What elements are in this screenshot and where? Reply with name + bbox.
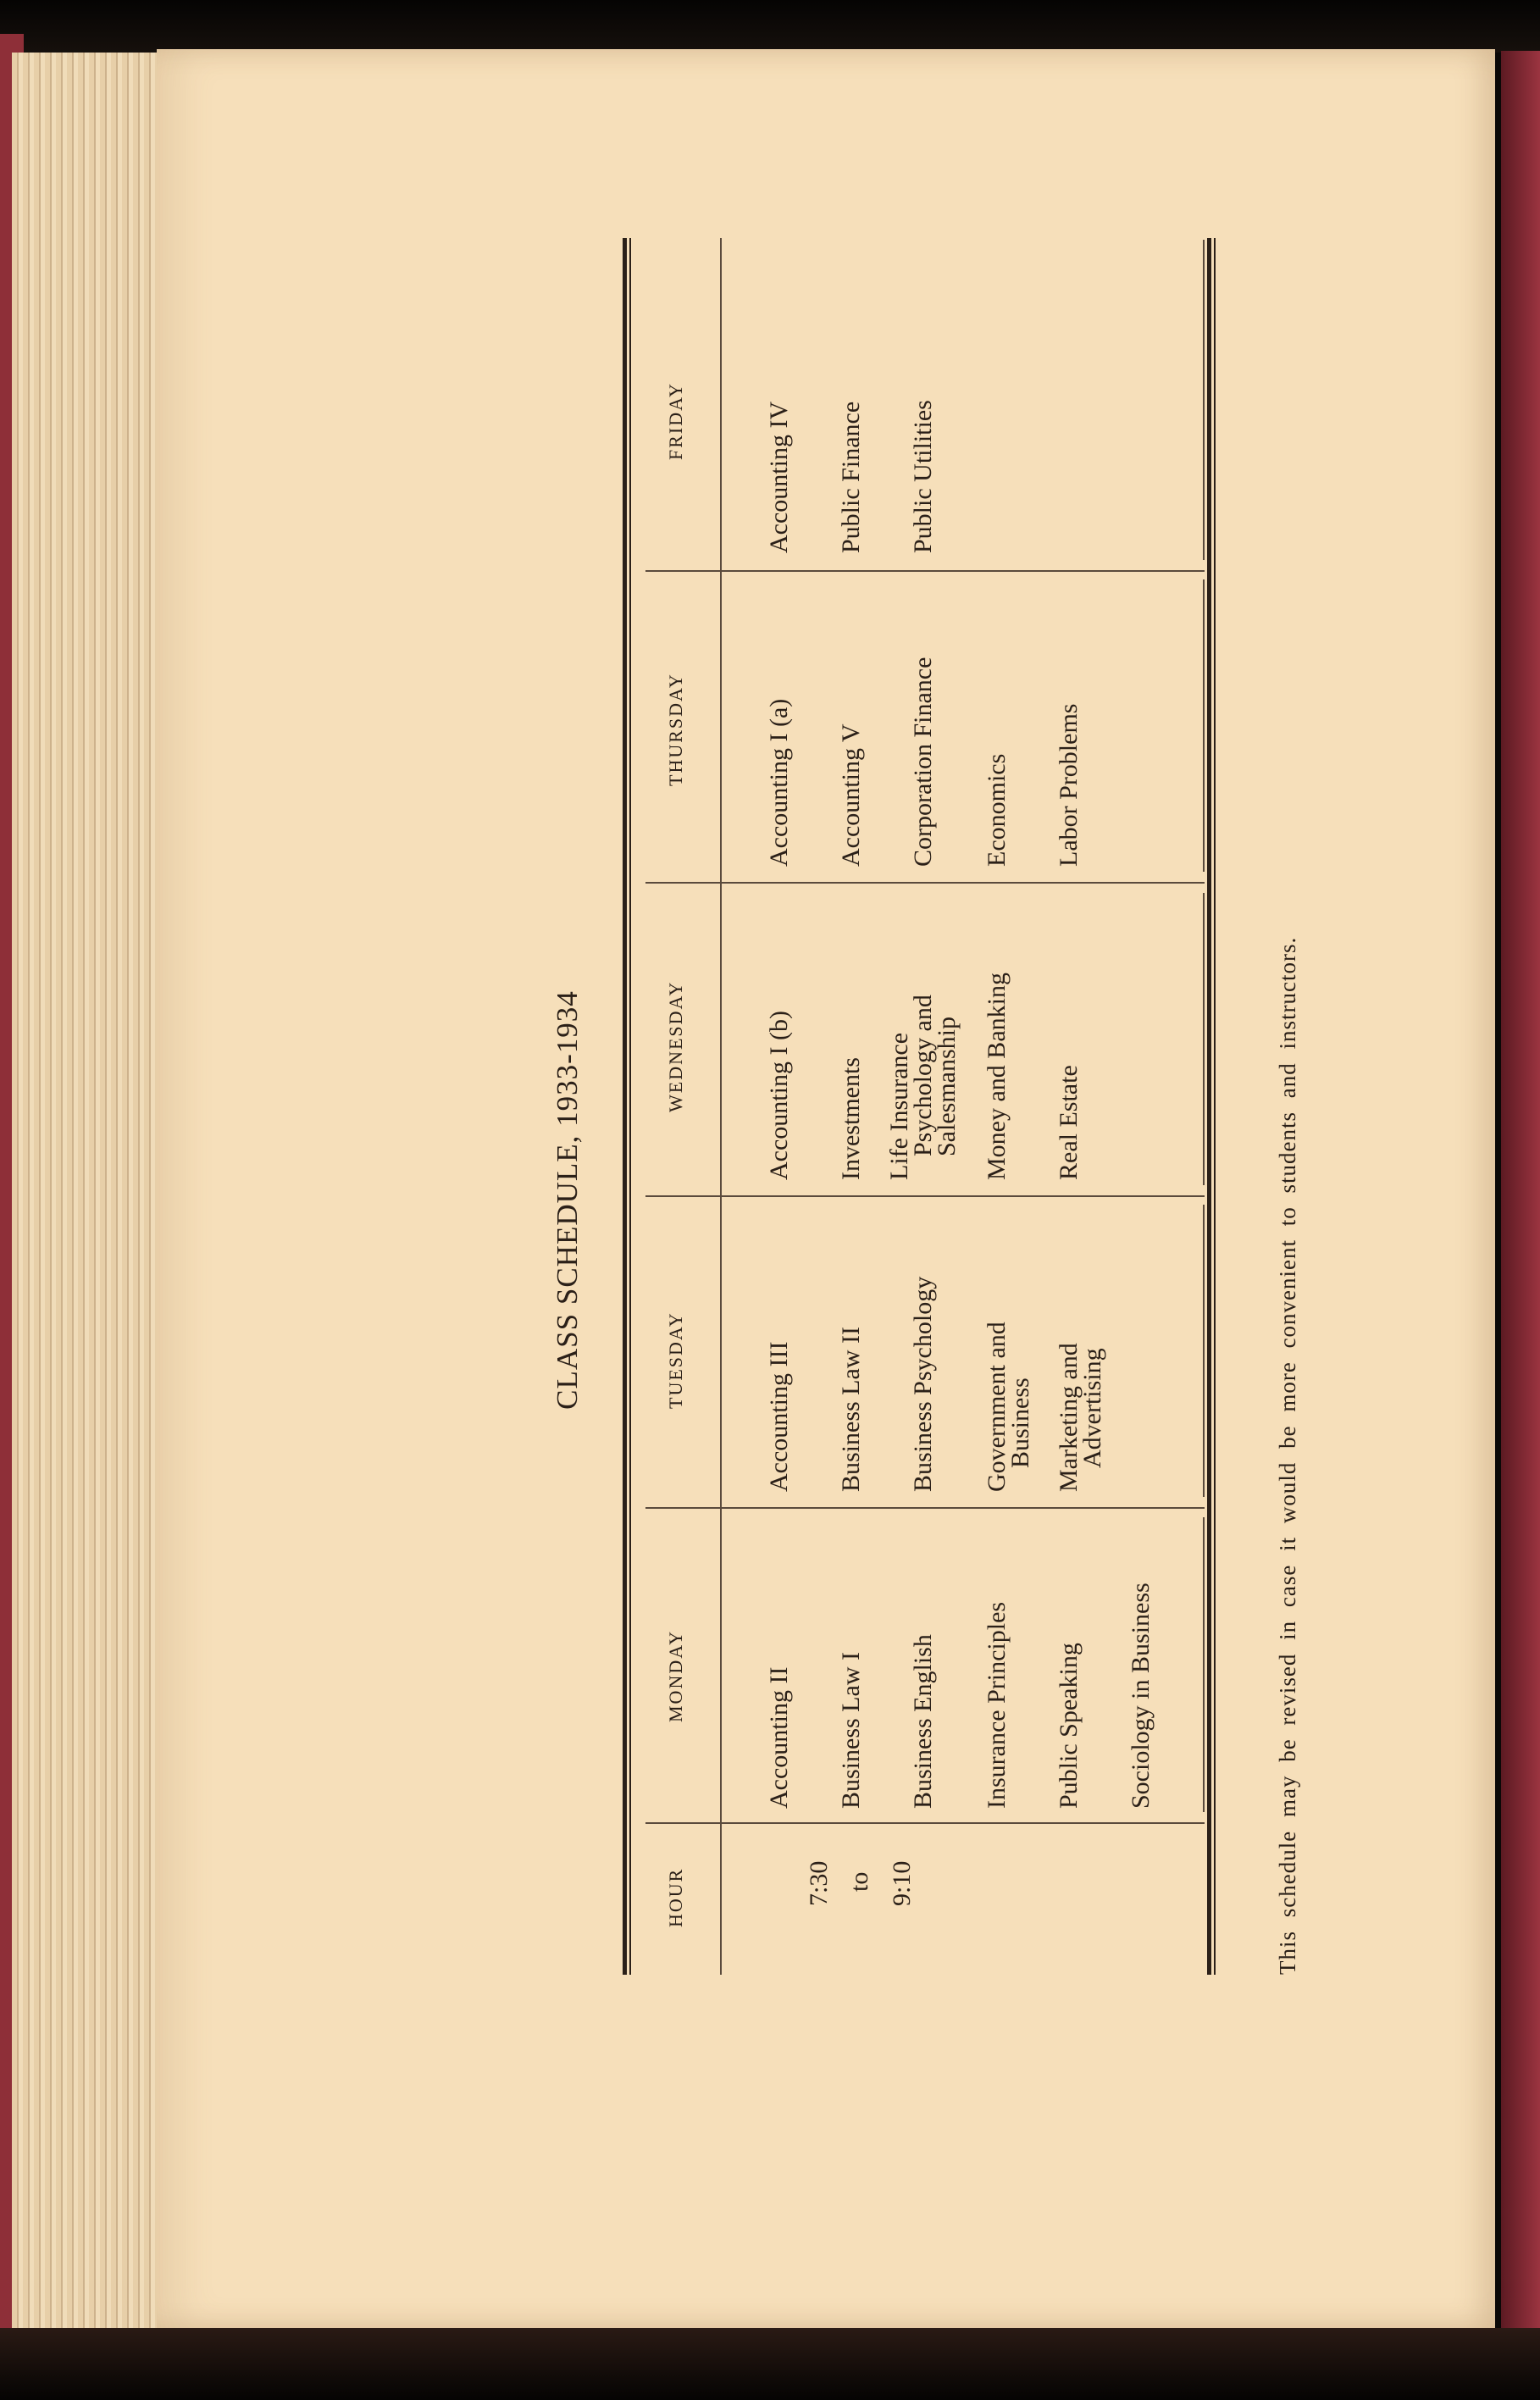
thursday-course: Accounting I (a) [765,698,793,867]
tuesday-course: Accounting III [765,1341,793,1492]
friday-end-rule [1203,240,1205,560]
column-separator [645,1196,1205,1198]
wednesday-course: Accounting I (b) [765,1011,793,1180]
thursday-course: Corporation Finance [909,657,937,867]
monday-end-rule [1203,1517,1205,1812]
tuesday-course: Government and [983,1322,1011,1492]
tuesday-course: Marketing and [1055,1343,1083,1492]
header-rule [720,238,722,1975]
thursday-course: Accounting V [837,723,865,867]
column-separator [645,1823,1205,1825]
wednesday-course-cont: Psychology and [909,995,937,1156]
header-friday: FRIDAY [665,382,686,460]
table-top-rule-inner [629,238,631,1975]
wednesday-course: Investments [837,1057,865,1180]
monday-course: Accounting II [765,1666,793,1809]
wednesday-course-cont: Salesmanship [933,1017,961,1156]
wednesday-end-rule [1203,893,1205,1185]
header-tuesday: TUESDAY [665,1311,686,1409]
tuesday-course-cont: Business [1006,1377,1034,1468]
header-thursday: THURSDAY [665,673,686,786]
monday-course: Business English [909,1634,937,1809]
monday-course: Public Speaking [1055,1643,1083,1809]
hour-end: 9:10 [888,1860,916,1906]
footnote: This schedule may be revised in case it would be more convenient to students and instructors. [1275,936,1300,1975]
table-bottom-rule-inner [1214,238,1216,1975]
thursday-course: Economics [983,753,1011,867]
hour-start: 7:30 [805,1860,833,1906]
tuesday-end-rule [1203,1205,1205,1497]
table-bottom-rule [1207,238,1211,1975]
monday-course: Insurance Principles [983,1601,1011,1809]
wednesday-course: Real Estate [1055,1065,1083,1180]
wednesday-course: Life Insurance [885,1032,913,1180]
tuesday-course: Business Psychology [909,1276,937,1492]
header-monday: MONDAY [665,1630,686,1722]
table-top-rule [623,238,627,1975]
friday-course: Public Utilities [909,400,937,553]
hour-to: to [845,1871,873,1892]
tuesday-course: Business Law II [837,1327,865,1492]
monday-course: Business Law I [837,1652,865,1809]
column-separator [645,1508,1205,1510]
thursday-end-rule [1203,579,1205,872]
wednesday-course: Money and Banking [983,973,1011,1180]
header-hour: HOUR [665,1867,686,1927]
page-title: CLASS SCHEDULE, 1933-1934 [551,990,584,1410]
thursday-course: Labor Problems [1055,703,1083,867]
header-wednesday: WEDNESDAY [665,980,686,1112]
column-separator [645,883,1205,884]
friday-course: Public Finance [837,401,865,553]
tuesday-course-cont: Advertising [1078,1348,1106,1468]
column-separator [645,571,1205,573]
monday-course: Sociology in Business [1127,1582,1155,1809]
friday-course: Accounting IV [765,401,793,553]
